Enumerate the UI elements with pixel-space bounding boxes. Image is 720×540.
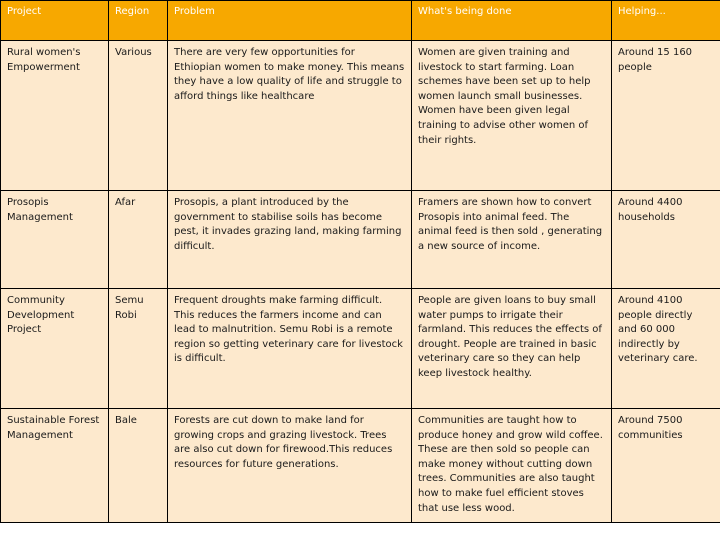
cell-problem: Frequent droughts make farming difficult. This reduces the farmers income and can lead to malnutrition. Semu Robi is a remote region so getting veterinary care for livestock is difficult. [168, 289, 412, 409]
cell-region: Afar [109, 191, 168, 289]
cell-problem: Prosopis, a plant introduced by the government to stabilise soils has become pest, it invades grazing land, making farming difficult. [168, 191, 412, 289]
header-region: Region [109, 1, 168, 41]
cell-helping: Around 15 160 people [612, 41, 720, 191]
cell-project: Prosopis Management [1, 191, 109, 289]
cell-project: Community Development Project [1, 289, 109, 409]
cell-action: Women are given training and livestock to start farming. Loan schemes have been set up to help women launch small businesses. Women have been given legal training to advise other women of their rights. [412, 41, 612, 191]
header-helping: Helping... [612, 1, 720, 41]
cell-problem: Forests are cut down to make land for growing crops and grazing livestock. Trees are also cut down for firewood.This reduces resources for future generations. [168, 409, 412, 523]
table-row [1, 191, 720, 289]
cell-problem: There are very few opportunities for Ethiopian women to make money. This means they have a low quality of life and struggle to afford things like healthcare [168, 41, 412, 191]
table-row [1, 409, 720, 523]
cell-project: Sustainable Forest Management [1, 409, 109, 523]
cell-action: Framers are shown how to convert Prosopis into animal feed. The animal feed is then sold , generating a new source of income. [412, 191, 612, 289]
cell-helping: Around 4400 households [612, 191, 720, 289]
cell-action: People are given loans to buy small water pumps to irrigate their farmland. This reduces the effects of drought. People are trained in basic veterinary care so they can help keep livestock healthy. [412, 289, 612, 409]
table-header-row [1, 1, 720, 41]
cell-action: Communities are taught how to produce honey and grow wild coffee. These are then sold so people can make money without cutting down trees. Communities are also taught how to make fuel efficient stoves that use less wood. [412, 409, 612, 523]
cell-helping: Around 4100 people directly and 60 000 indirectly by veterinary care. [612, 289, 720, 409]
table-row [1, 41, 720, 191]
cell-region: Bale [109, 409, 168, 523]
header-project: Project [1, 1, 109, 41]
cell-region: Semu Robi [109, 289, 168, 409]
table-row [1, 289, 720, 409]
header-problem: Problem [168, 1, 412, 41]
header-whats-being-done: What's being done [412, 1, 612, 41]
cell-project: Rural women's Empowerment [1, 41, 109, 191]
cell-helping: Around 7500 communities [612, 409, 720, 523]
cell-region: Various [109, 41, 168, 191]
